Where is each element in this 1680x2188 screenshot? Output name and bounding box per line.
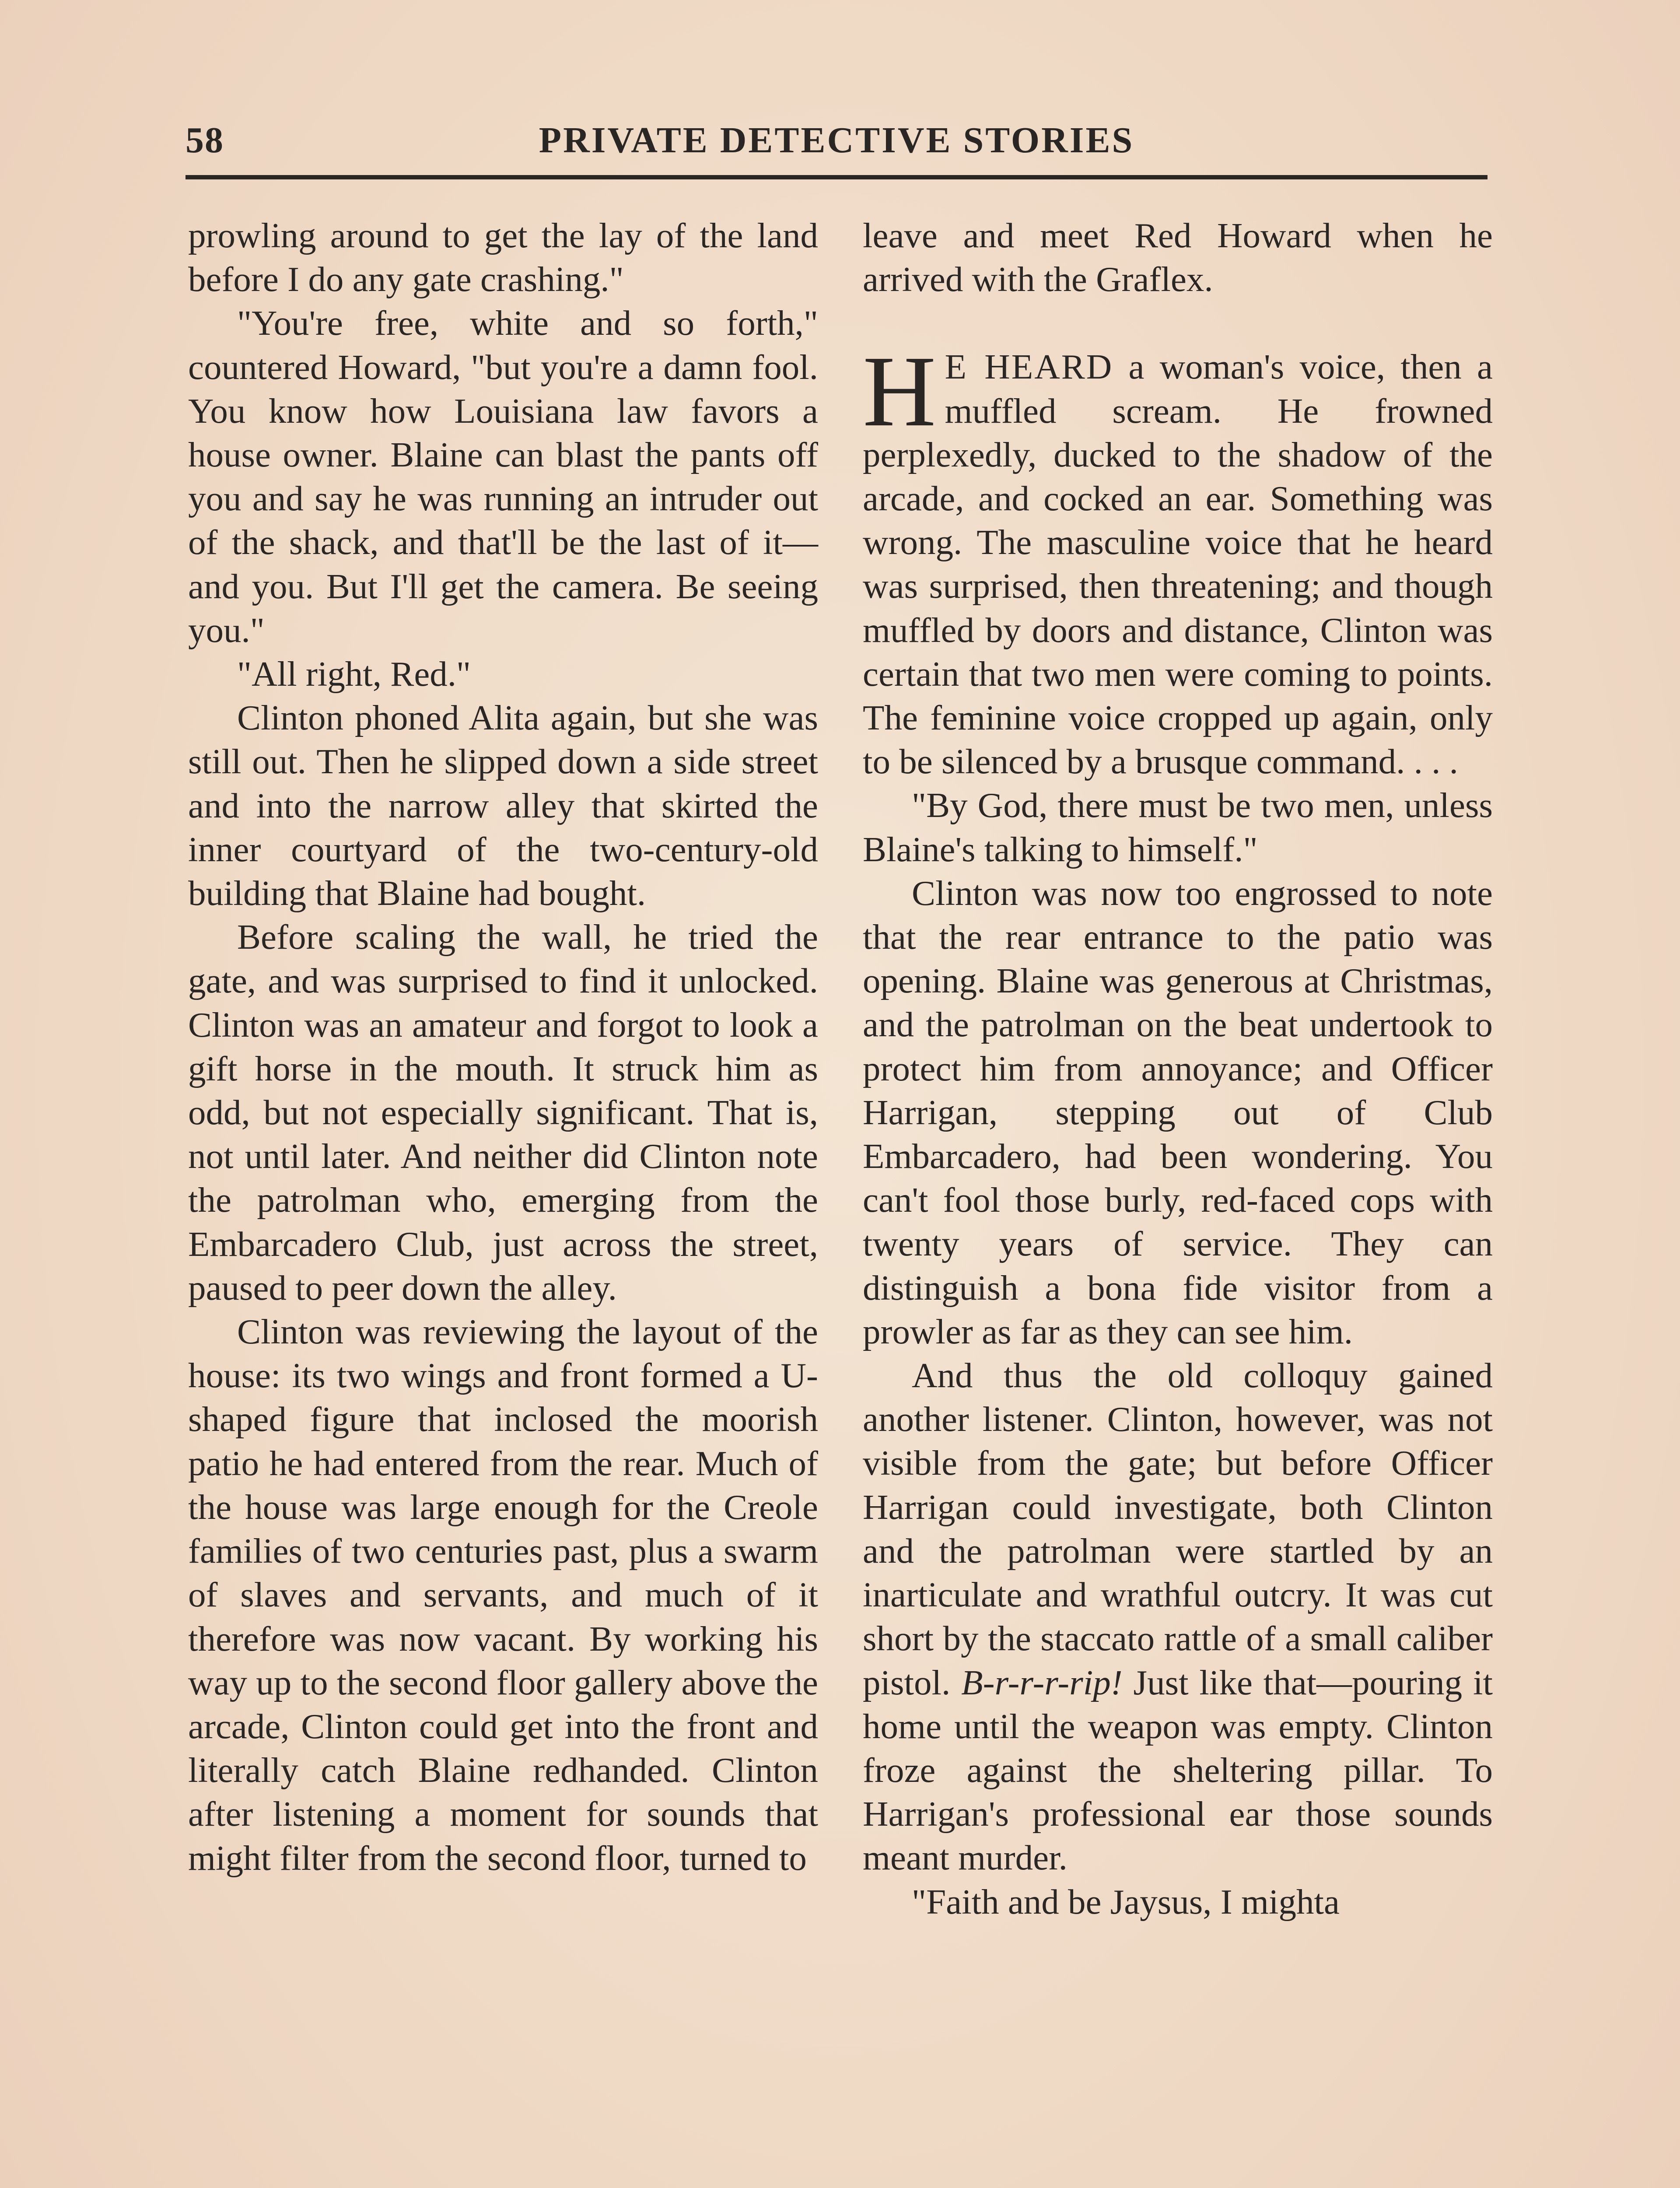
right-paragraph-4: Clinton was now too engrossed to note that the rear entrance to the patio was opening. Blaine was generous at Christmas, and the patrolman on the beat undertook to protect him from annoyance; and Officer Harrigan, stepping out of Club Embarcadero, had been wondering. You can't fool those burly, red-faced cops with twenty years of service. They can distinguish a bona fide visitor from a prowler as far as they can see him. [863, 873, 1493, 1351]
left-paragraph-5: Before scaling the wall, he tried the gate, and was surprised to find it unlocked. Clinton was an amateur and forgot to look a gift horse in the mouth. It struck him as odd, but not especially significant. That is, not until later. And neither did Clinton note the patrolman who, emerging from the Embarcadero Club, just across the street, paused to peer down the alley. [188, 917, 818, 1308]
left-paragraph-6: Clinton was reviewing the layout of the house: its two wings and front formed a U-shaped figure that inclosed the moorish patio he had entered from the rear. Much of the house was large enough for the Creole families of two centuries past, plus a swarm of slaves and servants, and much of it therefore was now vacant. By working his way up to the second floor gallery above the arcade, Clinton could get into the front and literally catch Blaine redhanded. Clinton after listening a moment for sounds that might filter from the second floor, turned to [188, 1312, 818, 1878]
section-lead: E HEARD [945, 347, 1113, 387]
right-paragraph-6: "Faith and be Jaysus, I mighta [912, 1882, 1340, 1922]
right-column [863, 214, 1493, 1924]
drop-cap: H [863, 335, 936, 448]
right-paragraph-5-tail: Just like that—pouring it home until the weapon was empty. Clinton froze against the sheltering pillar. To Harrigan's professional ear those sounds meant murder. [863, 1662, 1493, 1878]
left-column [188, 214, 818, 1880]
page-header [186, 119, 1488, 172]
right-paragraph-5 [863, 1353, 1493, 1879]
left-paragraph-3: "All right, Red." [237, 654, 471, 694]
right-paragraph-1: leave and meet Red Howard when he arrived with the Graflex. [863, 216, 1493, 299]
right-paragraph-3: "By God, there must be two men, unless Blaine's talking to himself." [863, 785, 1493, 869]
right-paragraph-5-text: And thus the old colloquy gained another listener. Clinton, however, was not visible from the gate; but before Officer Harrigan could investigate, both Clinton and the patrolman were startled by an inarticulate and wrathful outcry. It was cut short by the staccato rattle of a small caliber pistol. [863, 1356, 1493, 1702]
right-paragraph-2 [863, 335, 1493, 783]
left-paragraph-4: Clinton phoned Alita again, but she was still out. Then he slipped down a side street and into the narrow alley that skirted the inner courtyard of the two-century-old building that Blaine had bought. [188, 698, 818, 913]
right-paragraph-2-text: a woman's voice, then a muffled scream. He frowned perplexedly, ducked to the shadow of the arcade, and cocked an ear. Something was wrong. The masculine voice that he heard was surprised, then threatening; and though muffled by doors and distance, Clinton was certain that two men were coming to points. The feminine voice cropped up again, only to be silenced by a brusque command. . . . [863, 347, 1493, 782]
left-paragraph-1: prowling around to get the lay of the land before I do any gate crashing." [188, 216, 818, 299]
running-title: PRIVATE DETECTIVE STORIES [539, 120, 1134, 161]
gunfire-sound: B-r-r-r-rip! [961, 1662, 1123, 1702]
page-number: 58 [186, 120, 224, 161]
left-paragraph-2: "You're free, white and so forth," countered Howard, "but you're a damn fool. You know how Louisiana law favors a house owner. Blaine can blast the pants off you and say he was running an intruder out of the shack, and that'll be the last of it—and you. But I'll get the camera. Be seeing you." [188, 303, 818, 650]
header-rule [186, 175, 1488, 179]
